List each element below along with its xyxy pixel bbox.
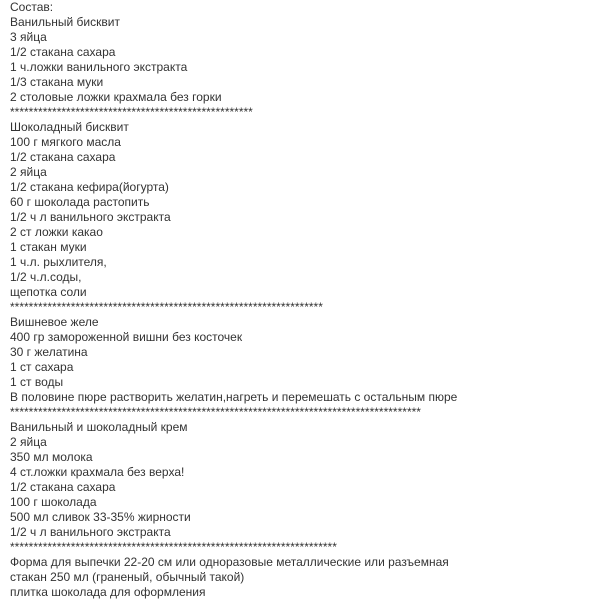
footer-line: Форма для выпечки 22-20 см или одноразовые металлические или разъемная xyxy=(10,555,449,569)
ingredient-line: 1/2 стакана сахара xyxy=(10,45,116,59)
ingredient-line: 1 ст сахара xyxy=(10,360,74,374)
section-vanilla-sponge xyxy=(10,15,605,120)
ingredient-line: 1/2 стакана сахара xyxy=(10,480,116,494)
ingredient-line: 2 ст ложки какао xyxy=(10,225,103,239)
asterisk-separator: ********************************************************************** xyxy=(10,540,337,554)
ingredient-line: 100 г шоколада xyxy=(10,495,97,509)
section-chocolate-sponge xyxy=(10,120,605,315)
ingredient-line: 1 стакан муки xyxy=(10,240,87,254)
ingredient-line: 2 яйца xyxy=(10,435,47,449)
ingredient-line: 1/2 ч л ванильного экстракта xyxy=(10,525,171,539)
footer-line: стакан 250 мл (граненый, обычный такой) xyxy=(10,570,245,584)
footer-notes xyxy=(10,555,605,600)
section-title: Вишневое желе xyxy=(10,315,99,329)
asterisk-separator: **************************************************************************************** xyxy=(10,405,421,419)
ingredient-line: 30 г желатина xyxy=(10,345,88,359)
ingredient-line: 1/3 стакана муки xyxy=(10,75,104,89)
ingredient-line: 60 г шоколада растопить xyxy=(10,195,150,209)
section-vanilla-chocolate-cream xyxy=(10,420,605,555)
ingredient-line: 1 ч.ложки ванильного экстракта xyxy=(10,60,188,74)
ingredient-line: 1/2 ч л ванильного экстракта xyxy=(10,210,171,224)
ingredient-line: 1/2 стакана сахара xyxy=(10,150,116,164)
recipe-document xyxy=(10,0,605,600)
ingredient-line: 3 яйца xyxy=(10,30,47,44)
ingredient-line: 1 ст воды xyxy=(10,375,64,389)
instruction-line: В половине пюре растворить желатин,нагреть и перемешать с остальным пюре xyxy=(10,390,458,404)
ingredient-line: щепотка соли xyxy=(10,285,87,299)
section-title: Ванильный и шоколадный крем xyxy=(10,420,188,434)
ingredient-line: 4 ст.ложки крахмала без верха! xyxy=(10,465,185,479)
ingredient-line: 500 мл сливок 33-35% жирности xyxy=(10,510,191,524)
section-title: Ванильный бисквит xyxy=(10,15,120,29)
section-title: Шоколадный бисквит xyxy=(10,120,129,134)
section-cherry-jelly xyxy=(10,315,605,420)
asterisk-separator: ******************************************************************* xyxy=(10,300,323,314)
footer-line: плитка шоколада для оформления xyxy=(10,585,206,599)
ingredient-line: 2 яйца xyxy=(10,165,47,179)
ingredient-line: 1/2 ч.л.соды, xyxy=(10,270,82,284)
ingredients-heading: Состав: xyxy=(10,0,54,14)
ingredient-line: 1/2 стакана кефира(йогурта) xyxy=(10,180,169,194)
asterisk-separator: **************************************************** xyxy=(10,105,253,119)
ingredient-line: 350 мл молока xyxy=(10,450,93,464)
ingredient-line: 1 ч.л. рыхлителя, xyxy=(10,255,107,269)
ingredient-line: 100 г мягкого масла xyxy=(10,135,121,149)
ingredient-line: 2 столовые ложки крахмала без горки xyxy=(10,90,222,104)
ingredient-line: 400 гр замороженной вишни без косточек xyxy=(10,330,243,344)
